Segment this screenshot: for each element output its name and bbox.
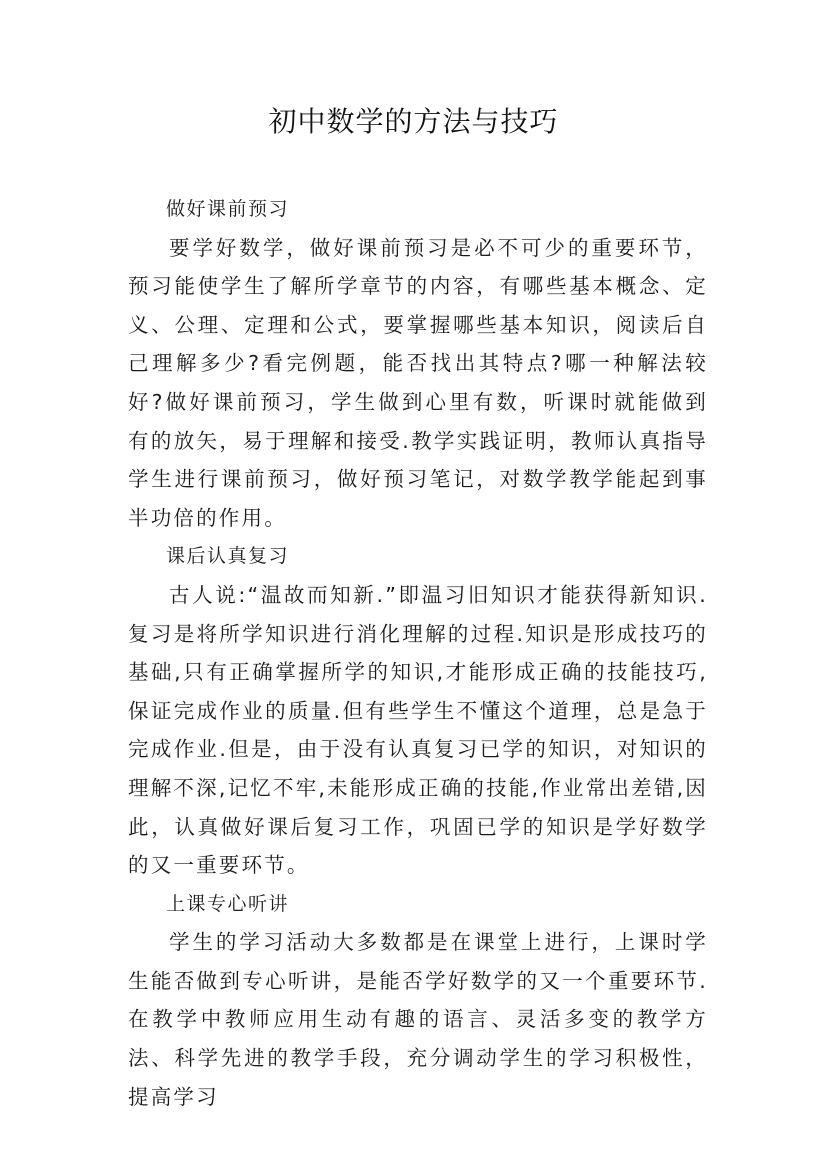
section-paragraph-listen: 学生的学习活动大多数都是在课堂上进行，上课时学生能否做到专心听讲，是能否学好数学的又一个重要环节.在教学中教师应用生动有趣的语言、灵活多变的教学方法、科学先进的教学手段，充分调动学生的学习积极性，提高学习 — [128, 930, 708, 1109]
section-paragraph-review: 古人说:“温故而知新.”即温习旧知识才能获得新知识.复习是将所学知识进行消化理解的过程.知识是形成技巧的基础,只有正确掌握所学的知识,才能形成正确的技能技巧,保证完成作业的质量.但有些学生不懂这个道理，总是急于完成作业.但是，由于没有认真复习已学的知识，对知识的理解不深,记忆不牢,未能形成正确的技能,作业常出差错,因此，认真做好课后复习工作，巩固已学的知识是学好数学的又一重要环节。 — [128, 582, 708, 878]
page-title: 初中数学的方法与技巧 — [268, 105, 559, 138]
section-heading-review: 课后认真复习 — [166, 545, 290, 568]
section-heading-listen: 上课专心听讲 — [166, 892, 290, 915]
section-heading-preview: 做好课前预习 — [166, 198, 290, 220]
section-paragraph-preview: 要学好数学，做好课前预习是必不可少的重要环节，预习能使学生了解所学章节的内容，有哪些基本概念、定义、公理、定理和公式，要掌握哪些基本知识，阅读后自己理解多少?看完例题，能否找出其特点?哪一种解法较好?做好课前预习，学生做到心里有数，听课时就能做到有的放矢，易于理解和接受.教学实践证明，教师认真指导学生进行课前预习，做好预习笔记，对数学教学能起到事半功倍的作用。 — [128, 235, 708, 530]
document-body — [128, 190, 708, 1116]
